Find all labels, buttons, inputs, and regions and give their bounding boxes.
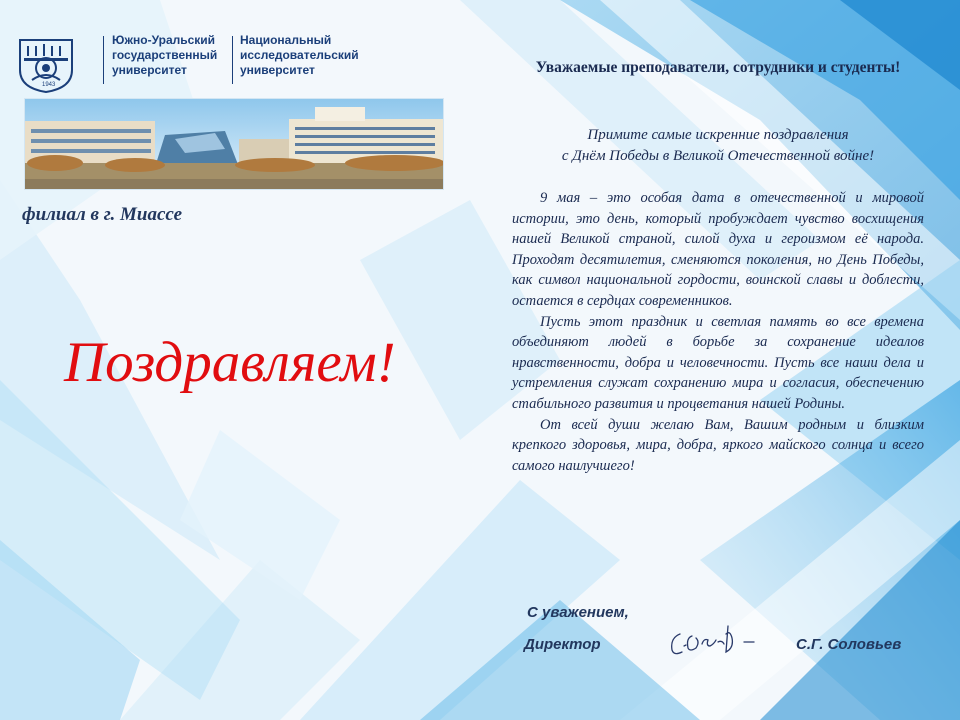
signer-position: Директор [524,636,601,653]
logo-divider [103,36,104,84]
branch-name: филиал в г. Миассе [22,204,182,225]
research-university-label: Национальный исследовательский университет [240,33,359,77]
letter-paragraph: От всей души желаю Вам, Вашим родным и близким крепкого здоровья, мира, добра, яркого майского солнца и всего самого наилучшего! [512,416,924,474]
university-name: Южно-Уральский государственный университет [112,33,218,77]
letter-paragraph: Пусть этот праздник и светлая память во все времена объединяют людей в борьбе за сохранение идеалов нравственности, добра и человечности. Пусть все наши дела и устремления служат сохранению мира и согласия, обеспечению стабильного развития и процветания нашей Родины. [512,313,924,412]
headline: Поздравляем! [64,331,396,394]
founding-year: 1943 [42,82,56,88]
signer-name: С.Г. Соловьев [796,636,902,653]
letter-salutation: Уважаемые преподаватели, сотрудники и студенты! [535,59,901,76]
letter-body [512,188,924,476]
letter-closing: С уважением, [527,604,629,621]
campus-photo [24,98,444,190]
logo-divider [232,36,233,84]
university-logo [14,30,454,94]
letter-intro: Примите самые искренние поздравления с Днём Победы в Великой Отечественной войне! [561,127,875,164]
handwritten-signature [666,616,766,666]
letter-paragraph: 9 мая – это особая дата в отечественной и мировой истории, это день, который пробуждает чувство восхищения нашей Великой страной, силой духа и героизмом её народа. Проходят десятилетия, сменяются поколения, но День Победы, как символ национальной гордости, воинской славы и доблести, остается в сердцах современников. [512,190,924,309]
